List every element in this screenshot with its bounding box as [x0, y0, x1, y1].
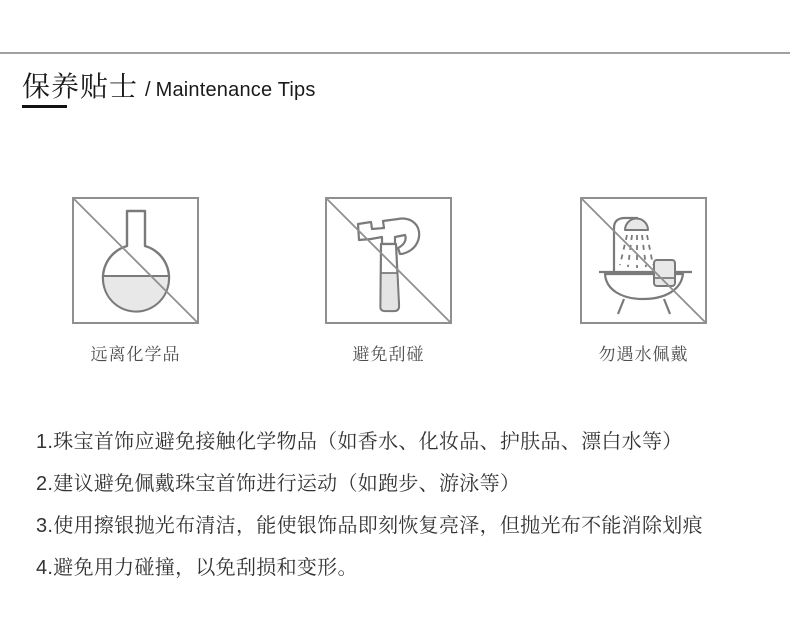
no-chemicals-flask-icon — [72, 197, 199, 324]
tip-item: 4.避免用力碰撞，以免刮损和变形。 — [36, 557, 358, 579]
section-title-en: Maintenance Tips — [155, 79, 316, 101]
tip-item: 2.建议避免佩戴珠宝首饰进行运动（如跑步、游泳等） — [36, 473, 521, 495]
no-knock-hammer-icon — [325, 197, 452, 324]
no-water-bathtub-icon — [580, 197, 707, 324]
care-icon-label: 避免刮碰 — [352, 345, 425, 364]
title-underline — [22, 105, 67, 108]
section-header — [22, 72, 316, 102]
tip-item: 1.珠宝首饰应避免接触化学物品（如香水、化妆品、护肤品、漂白水等） — [36, 431, 683, 453]
care-icon-card-water — [580, 197, 707, 365]
care-icon-label: 远离化学品 — [90, 345, 181, 364]
tip-item: 3.使用擦银抛光布清洁，能使银饰品即刻恢复亮泽，但抛光布不能消除划痕 — [36, 515, 703, 537]
care-icon-label: 勿遇水佩戴 — [598, 345, 689, 364]
care-icon-card-knocks — [325, 197, 452, 365]
care-icon-card-chemicals — [72, 197, 199, 365]
top-divider-line — [0, 52, 790, 54]
section-title-zh: 保养贴士 — [22, 71, 139, 102]
maintenance-tips-list — [36, 421, 756, 589]
section-title-separator: / — [145, 79, 151, 101]
